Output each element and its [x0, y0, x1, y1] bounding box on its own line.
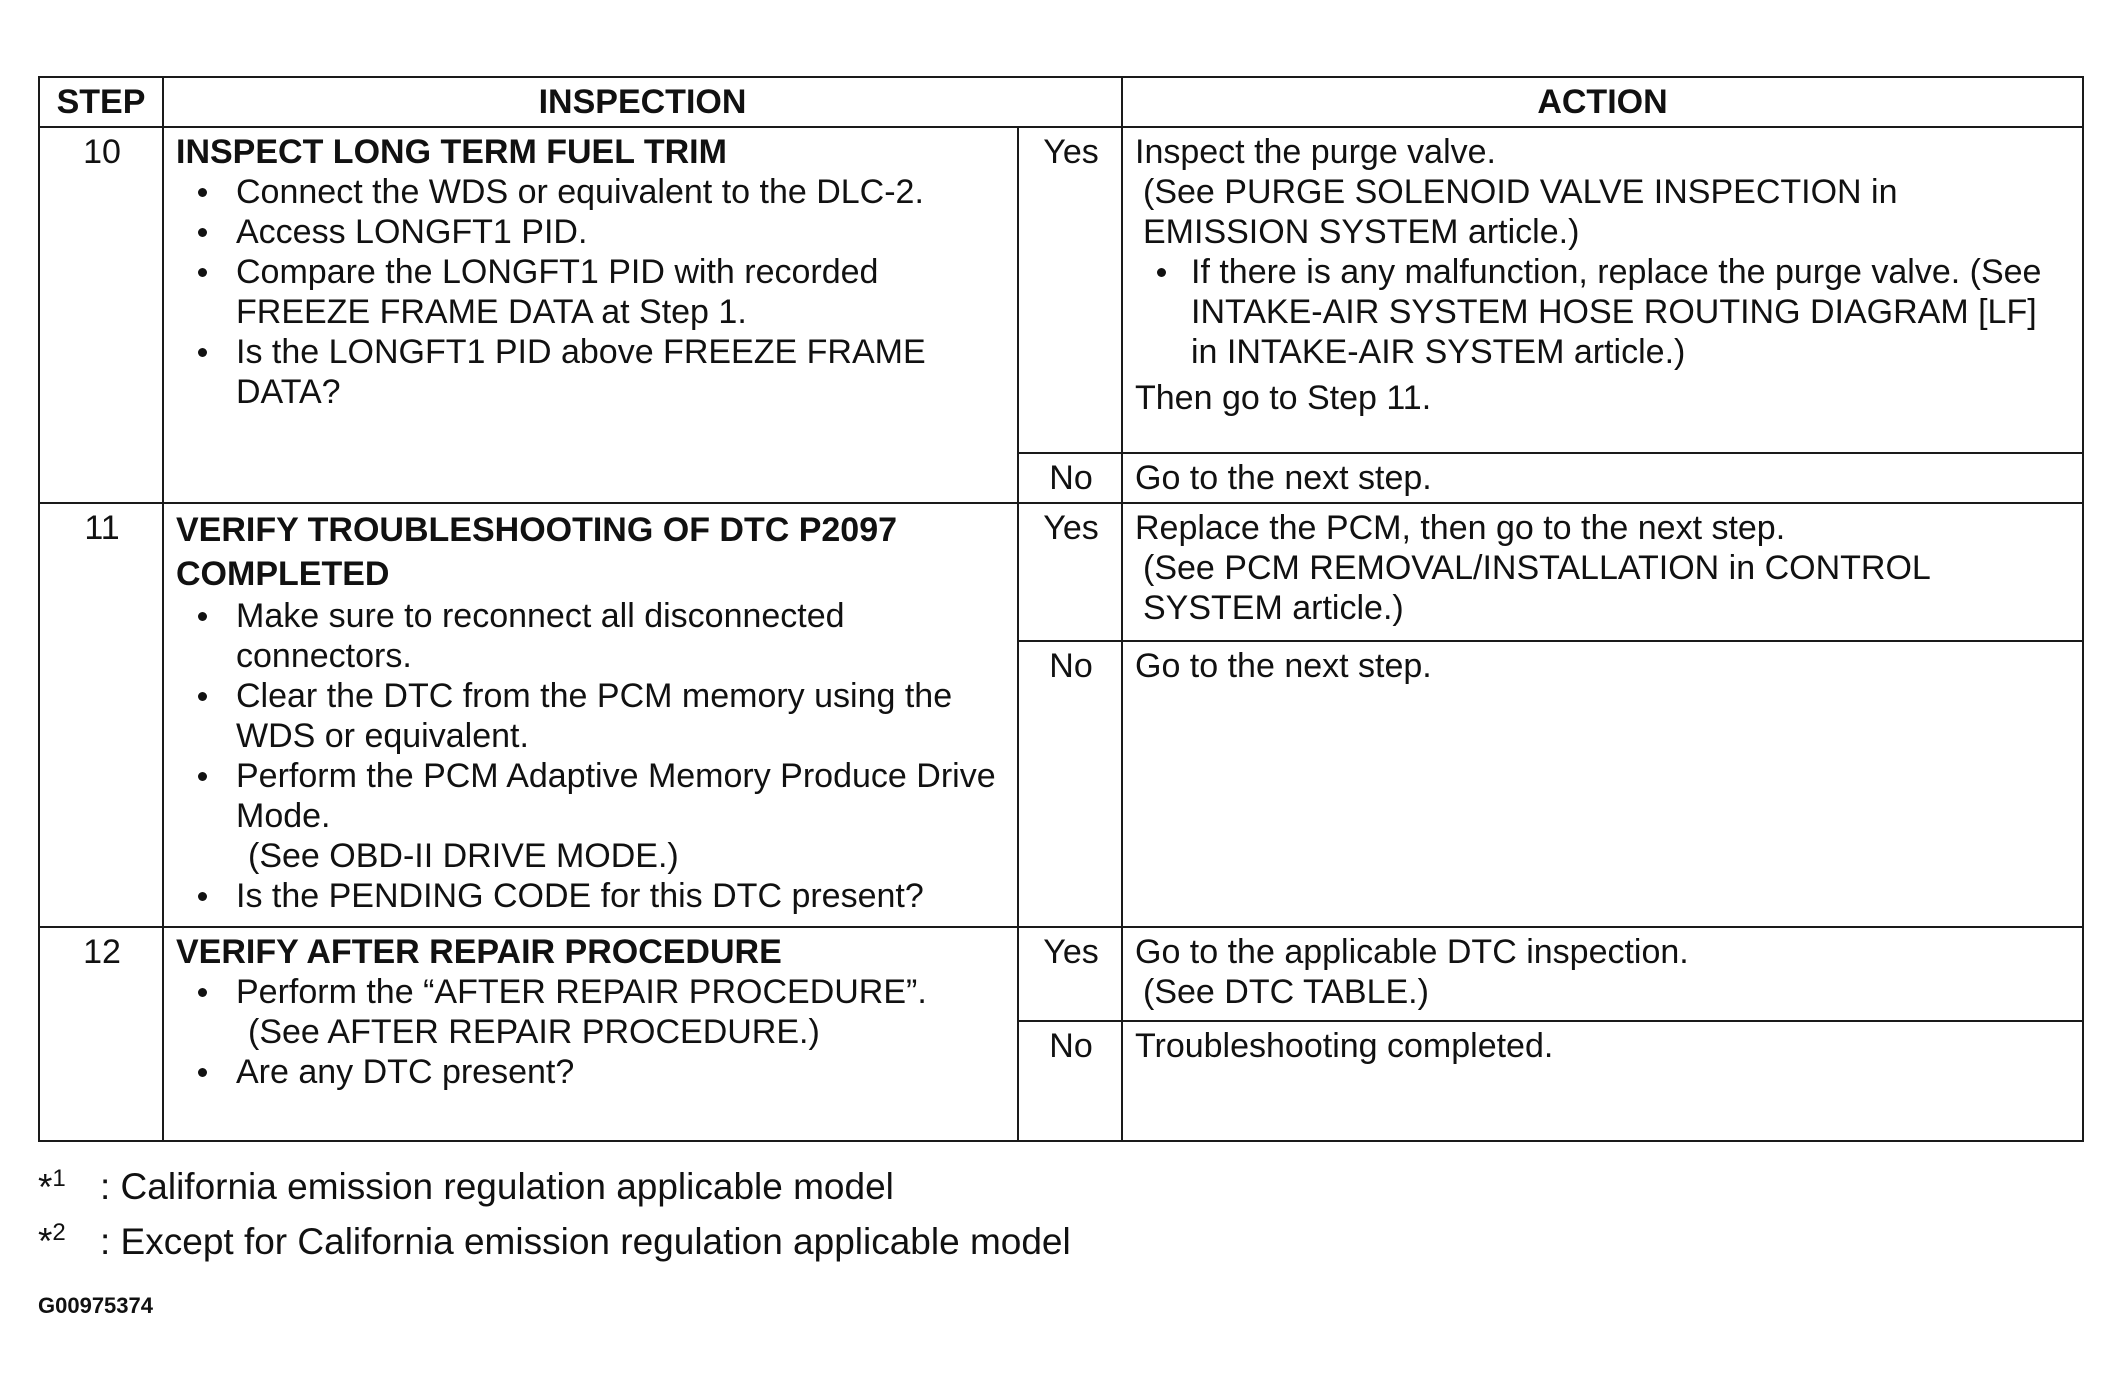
footnote — [38, 1156, 2082, 1210]
bullet-text: Perform the PCM Adaptive Memory Produce Drive Mode. — [236, 757, 996, 835]
action-reference: (See DTC TABLE.) — [1143, 973, 1429, 1011]
action-reference: (See PCM REMOVAL/INSTALLATION in CONTROL SYSTEM article.) — [1143, 549, 1930, 627]
footnote-text: : California emission regulation applicable model — [100, 1166, 894, 1208]
yes-label: Yes — [1018, 927, 1122, 1021]
bullet-item: Connect the WDS or equivalent to the DLC-2. — [236, 172, 1007, 212]
no-label: No — [1018, 641, 1122, 927]
footnote — [38, 1210, 2082, 1264]
bullet-item: Clear the DTC from the PCM memory using the WDS or equivalent. — [236, 676, 1007, 756]
bullet-note: (See AFTER REPAIR PROCEDURE.) — [248, 1013, 820, 1051]
yes-label: Yes — [1018, 503, 1122, 641]
inspection-cell — [163, 127, 1018, 503]
footnote-text: : Except for California emission regulation applicable model — [100, 1220, 1071, 1262]
step-number: 10 — [39, 127, 163, 503]
action-no — [1122, 453, 2083, 503]
yes-label: Yes — [1018, 127, 1122, 453]
table-row — [39, 127, 2083, 453]
bullet-note: (See OBD-II DRIVE MODE.) — [248, 837, 679, 875]
bullet-item: Make sure to reconnect all disconnected connectors. — [236, 596, 1007, 676]
document — [38, 76, 2082, 1319]
diagnostic-table — [38, 76, 2084, 1142]
bullet-text: Perform the “AFTER REPAIR PROCEDURE”. — [236, 973, 927, 1011]
action-no — [1122, 1021, 2083, 1141]
footnotes — [38, 1156, 2082, 1265]
action-text: Troubleshooting completed. — [1135, 1027, 1554, 1065]
inspection-title: VERIFY TROUBLESHOOTING OF DTC P2097 COMPLETED — [176, 511, 898, 593]
footnote-mark: *$^2$ — [38, 1219, 66, 1262]
no-label: No — [1018, 453, 1122, 503]
bullet-item: Is the PENDING CODE for this DTC present? — [236, 876, 1007, 916]
figure-id: G00975374 — [38, 1292, 153, 1318]
header-inspection: INSPECTION — [163, 77, 1122, 127]
step-number: 11 — [39, 503, 163, 927]
action-yes — [1122, 127, 2083, 453]
bullet-item: Are any DTC present? — [236, 1052, 1007, 1092]
header-row — [39, 77, 2083, 127]
header-action: ACTION — [1122, 77, 2083, 127]
action-no — [1122, 641, 2083, 927]
step-number: 12 — [39, 927, 163, 1141]
inspection-bullets — [176, 596, 1007, 916]
inspection-title: INSPECT LONG TERM FUEL TRIM — [176, 133, 727, 171]
inspection-cell — [163, 503, 1018, 927]
inspection-bullets — [176, 972, 1007, 1092]
action-text: Inspect the purge valve. — [1135, 133, 1497, 171]
action-text: Replace the PCM, then go to the next step. — [1135, 509, 1786, 547]
footnote-mark: *$^1$ — [38, 1165, 66, 1208]
bullet-item: If there is any malfunction, replace the purge valve. (See INTAKE-AIR SYSTEM HOSE ROUTING DIAGRAM [LF] in INTAKE-AIR SYSTEM article.) — [1191, 252, 2072, 372]
action-text: Go to the next step. — [1135, 647, 1432, 685]
action-text: Then go to Step 11. — [1135, 379, 1432, 417]
bullet-item: Compare the LONGFT1 PID with recorded FREEZE FRAME DATA at Step 1. — [236, 252, 1007, 332]
inspection-bullets — [176, 172, 1007, 412]
bullet-item — [236, 972, 1007, 1052]
header-step: STEP — [39, 77, 163, 127]
bullet-item: Is the LONGFT1 PID above FREEZE FRAME DATA? — [236, 332, 1007, 412]
action-reference: (See PURGE SOLENOID VALVE INSPECTION in EMISSION SYSTEM article.) — [1143, 173, 1898, 251]
action-yes — [1122, 927, 2083, 1021]
bullet-item — [236, 756, 1007, 876]
inspection-title: VERIFY AFTER REPAIR PROCEDURE — [176, 933, 782, 971]
table-row — [39, 927, 2083, 1021]
action-text: Go to the applicable DTC inspection. — [1135, 933, 1689, 971]
table-row — [39, 503, 2083, 641]
bullet-item: Access LONGFT1 PID. — [236, 212, 1007, 252]
inspection-cell — [163, 927, 1018, 1141]
no-label: No — [1018, 1021, 1122, 1141]
action-bullets — [1135, 252, 2072, 372]
action-text: Go to the next step. — [1135, 459, 1432, 497]
action-yes — [1122, 503, 2083, 641]
